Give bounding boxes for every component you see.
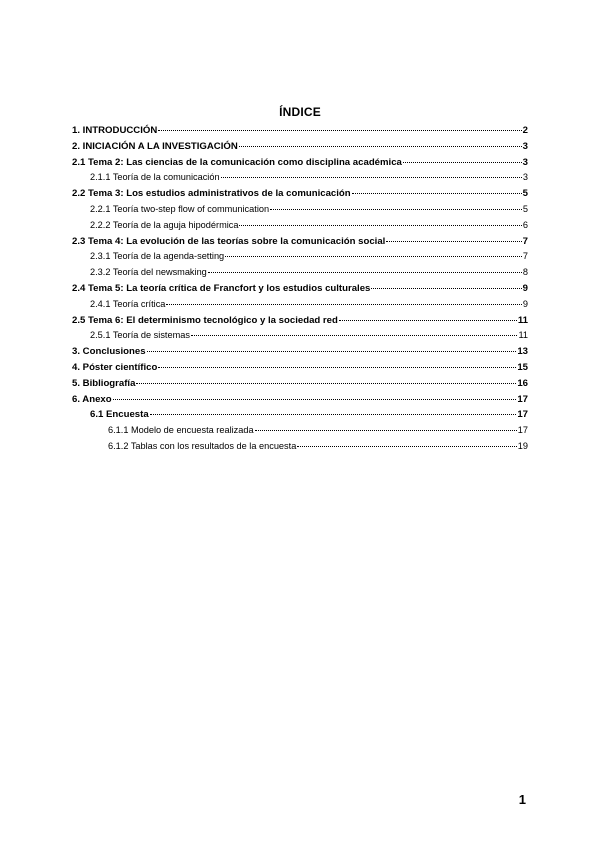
dot-leader: [150, 413, 517, 415]
toc-entry[interactable]: [72, 360, 528, 376]
toc-entry-text: 2.4 Tema 5: La teoría crítica de Francfort y los estudios culturales: [72, 282, 371, 294]
toc-entry-text: 2.4.1 Teoría crítica: [90, 298, 166, 309]
toc-entry-page: 5: [522, 188, 528, 200]
dot-leader: [113, 398, 517, 400]
toc-entry-text: 2.2.2 Teoría de la aguja hipodérmica: [90, 219, 239, 230]
toc-entry-page: 8: [522, 267, 528, 278]
toc-entry-text: 5. Bibliografía: [72, 377, 136, 389]
dot-leader: [371, 287, 521, 289]
toc-entry[interactable]: [72, 439, 528, 455]
table-of-contents: [72, 123, 528, 455]
dot-leader: [270, 208, 522, 210]
dot-leader: [255, 429, 517, 431]
toc-entry-text: 6.1 Encuesta: [90, 409, 149, 421]
dot-leader: [239, 224, 521, 226]
toc-entry-page: 9: [522, 298, 528, 309]
toc-entry-page: 3: [522, 156, 528, 168]
toc-entry-text: 3. Conclusiones: [72, 346, 146, 358]
toc-entry-page: 17: [517, 393, 528, 405]
toc-entry-text: 4. Póster científico: [72, 361, 158, 373]
toc-entry[interactable]: [72, 249, 528, 265]
dot-leader: [352, 192, 522, 194]
toc-entry-text: 2.5.1 Teoría de sistemas: [90, 330, 190, 341]
toc-entry[interactable]: [72, 281, 528, 297]
toc-entry-text: 2.5 Tema 6: El determinismo tecnológico y la sociedad red: [72, 314, 338, 326]
dot-leader: [225, 255, 522, 257]
dot-leader: [221, 176, 522, 178]
toc-entry-page: 6: [522, 219, 528, 230]
toc-entry-text: 6.1.1 Modelo de encuesta realizada: [108, 425, 254, 436]
toc-entry-page: 9: [522, 282, 528, 294]
dot-leader: [339, 319, 517, 321]
toc-entry[interactable]: [72, 123, 528, 139]
page-number: 1: [518, 792, 526, 807]
toc-entry-text: 2.1.1 Teoría de la comunicación: [90, 172, 220, 183]
toc-entry[interactable]: [72, 186, 528, 202]
dot-leader: [147, 350, 517, 352]
toc-entry-page: 7: [522, 251, 528, 262]
toc-entry-page: 2: [522, 125, 528, 136]
toc-entry[interactable]: [72, 170, 528, 186]
toc-entry[interactable]: [72, 313, 528, 329]
dot-leader: [239, 145, 522, 147]
toc-entry[interactable]: [72, 202, 528, 218]
toc-entry-text: 2.2 Tema 3: Los estudios administrativos de la comunicación: [72, 188, 351, 200]
toc-entry-text: 2.1 Tema 2: Las ciencias de la comunicación como disciplina académica: [72, 156, 402, 168]
dot-leader: [166, 303, 521, 305]
toc-entry-page: 19: [517, 440, 528, 451]
toc-entry[interactable]: [72, 344, 528, 360]
toc-entry-page: 5: [522, 203, 528, 214]
toc-entry-page: 3: [522, 172, 528, 183]
toc-entry[interactable]: [72, 234, 528, 250]
toc-entry-text: 1. INTRODUCCIÓN: [72, 125, 158, 136]
toc-entry[interactable]: [72, 297, 528, 313]
toc-entry-text: 2. INICIACIÓN A LA INVESTIGACIÓN: [72, 140, 238, 152]
toc-entry-page: 16: [517, 377, 528, 389]
page-title: ÍNDICE: [279, 105, 321, 119]
dot-leader: [191, 334, 518, 336]
toc-entry-page: 3: [522, 140, 528, 152]
toc-entry-page: 7: [522, 235, 528, 247]
toc-entry-text: 2.3 Tema 4: La evolución de las teorías sobre la comunicación social: [72, 235, 386, 247]
toc-entry-text: 2.3.2 Teoría del newsmaking: [90, 267, 207, 278]
toc-entry[interactable]: [72, 376, 528, 392]
dot-leader: [297, 445, 516, 447]
toc-entry[interactable]: [72, 155, 528, 171]
toc-entry[interactable]: [72, 423, 528, 439]
toc-entry-text: 2.3.1 Teoría de la agenda-setting: [90, 251, 225, 262]
dot-leader: [403, 161, 522, 163]
dot-leader: [208, 271, 522, 273]
toc-entry[interactable]: [72, 265, 528, 281]
toc-entry-text: 6.1.2 Tablas con los resultados de la encuesta: [108, 440, 297, 451]
dot-leader: [158, 366, 516, 368]
toc-entry-page: 13: [517, 346, 528, 358]
toc-entry-page: 11: [517, 314, 528, 326]
toc-entry-page: 15: [517, 361, 528, 373]
toc-entry[interactable]: [72, 218, 528, 234]
toc-entry[interactable]: [72, 139, 528, 155]
toc-entry-page: 17: [517, 425, 528, 436]
dot-leader: [386, 240, 521, 242]
toc-entry[interactable]: [72, 392, 528, 408]
toc-entry-text: 6. Anexo: [72, 393, 112, 405]
toc-entry-text: 2.2.1 Teoría two-step flow of communication: [90, 203, 270, 214]
toc-entry-page: 11: [518, 330, 528, 341]
toc-entry[interactable]: [72, 328, 528, 344]
toc-entry-page: 17: [517, 409, 528, 421]
dot-leader: [158, 129, 521, 131]
dot-leader: [136, 382, 516, 384]
toc-entry[interactable]: [72, 407, 528, 423]
